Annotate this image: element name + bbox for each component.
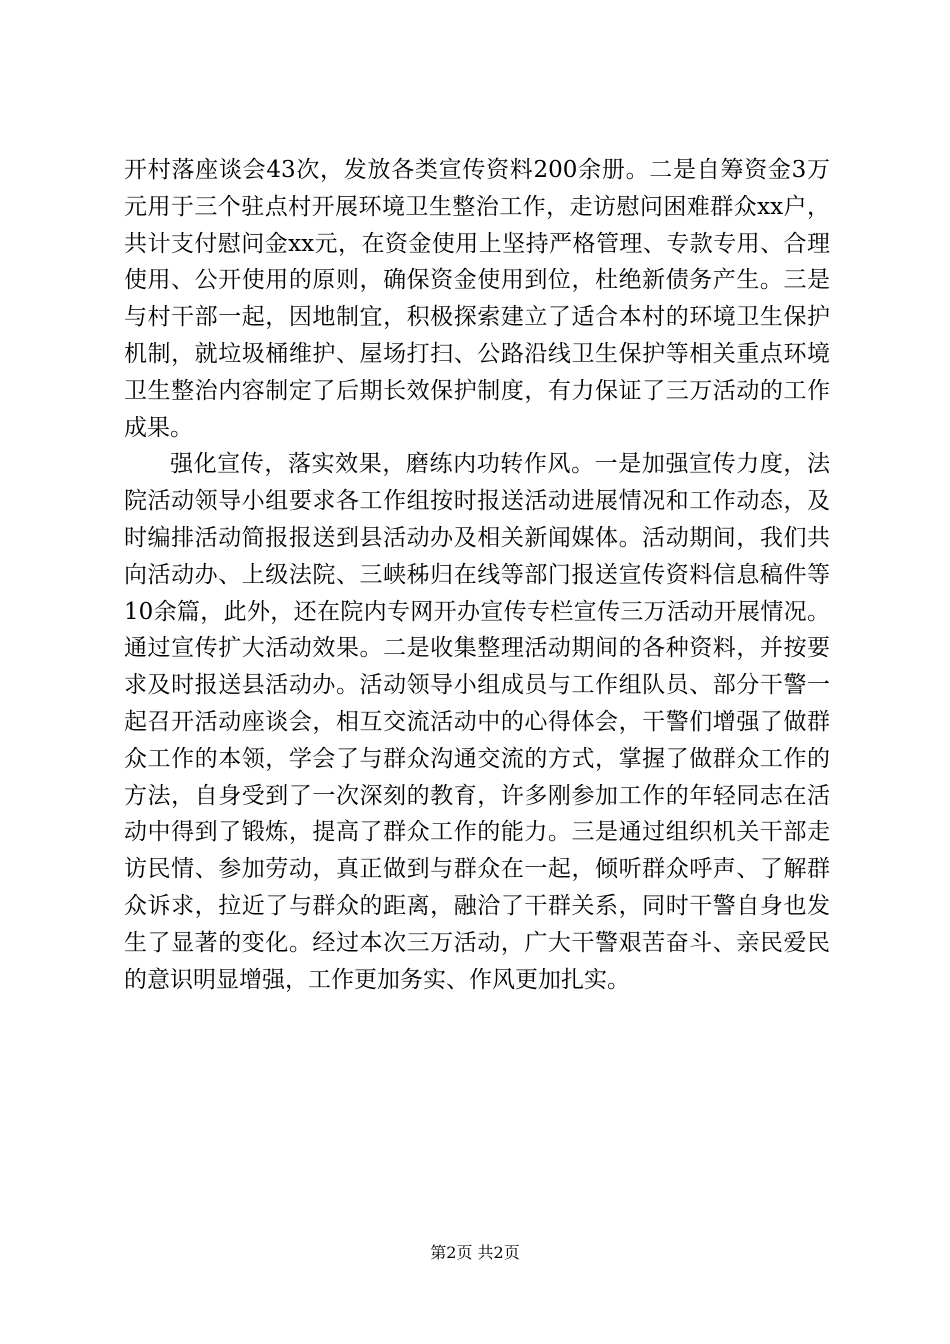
paragraph-publicity: 强化宣传，落实效果，磨练内功转作风。一是加强宣传力度，法院活动领导小组要求各工作组按时报送活动进展情况和工作动态，及时编排活动简报报送到县活动办及相关新闻媒体。活动期间，我们共向活动办、上级法院、三峡秭归在线等部门报送宣传资料信息稿件等10余篇，此外，还在院内专网开办宣传专栏宣传三万活动开展情况。通过宣传扩大活动效果。二是收集整理活动期间的各种资料，并按要求及时报送县活动办。活动领导小组成员与工作组队员、部分干警一起召开活动座谈会，相互交流活动中的心得体会，干警们增强了做群众工作的本领，学会了与群众沟通交流的方式，掌握了做群众工作的方法，自身受到了一次深刻的教育，许多刚参加工作的年轻同志在活动中得到了锻炼，提高了群众工作的能力。三是通过组织机关干部走访民情、参加劳动，真正做到与群众在一起，倾听群众呼声、了解群众诉求，拉近了与群众的距离，融洽了干群关系，同时干警自身也发生了显著的变化。经过本次三万活动，广大干警艰苦奋斗、亲民爱民的意识明显增强，工作更加务实、作风更加扎实。 <box>124 451 830 993</box>
document-body <box>124 152 830 998</box>
page-footer: 第2页 共2页 <box>430 1243 520 1262</box>
paragraph-continuation: 开村落座谈会43次，发放各类宣传资料200余册。二是自筹资金3万元用于三个驻点村开展环境卫生整治工作，走访慰问困难群众xx户，共计支付慰问金xx元，在资金使用上坚持严格管理、专款专用、合理使用、公开使用的原则，确保资金使用到位，杜绝新债务产生。三是与村干部一起，因地制宜，积极探索建立了适合本村的环境卫生保护机制，就垃圾桶维护、屋场打扫、公路沿线卫生保护等相关重点环境卫生整治内容制定了后期长效保护制度，有力保证了三万活动的工作成果。 <box>124 157 830 441</box>
